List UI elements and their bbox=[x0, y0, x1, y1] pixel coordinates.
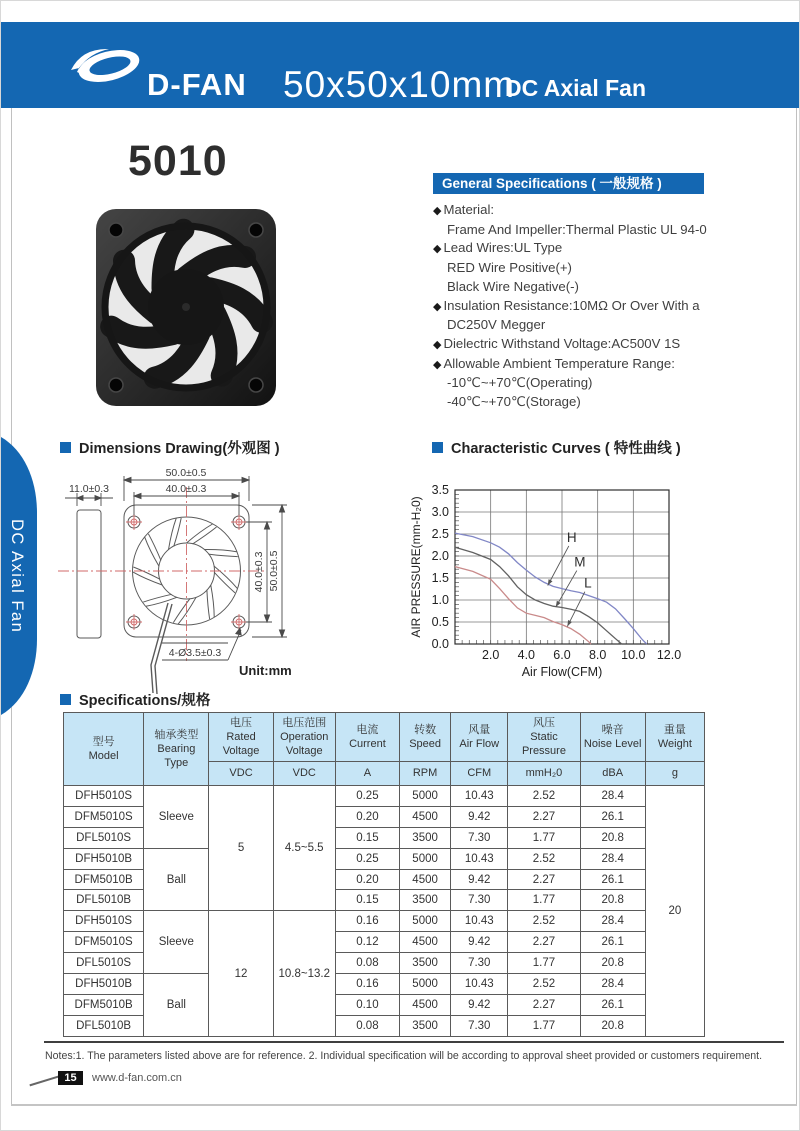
svg-text:6.0: 6.0 bbox=[553, 648, 571, 662]
fan-photo bbox=[94, 203, 278, 413]
svg-text:1.0: 1.0 bbox=[431, 593, 449, 607]
table-cell: 1.77 bbox=[508, 827, 580, 848]
table-cell: 4500 bbox=[400, 994, 451, 1015]
dim-label-thickness: 11.0±0.3 bbox=[68, 483, 110, 495]
table-cell: DFL5010S bbox=[64, 827, 144, 848]
table-cell: 0.20 bbox=[335, 869, 399, 890]
table-column-header: 重量 Weight bbox=[645, 713, 704, 762]
specifications-table bbox=[63, 712, 705, 1037]
table-cell: Ball bbox=[144, 848, 209, 911]
diamond-bullet-icon: ◆ bbox=[433, 243, 442, 256]
table-cell: 9.42 bbox=[451, 806, 508, 827]
table-cell: 5 bbox=[209, 786, 273, 911]
table-cell: 10.43 bbox=[451, 786, 508, 807]
table-column-header: 电流 Current bbox=[335, 713, 399, 762]
table-cell: DFM5010B bbox=[64, 869, 144, 890]
table-cell: 4500 bbox=[400, 806, 451, 827]
table-cell: 2.27 bbox=[508, 932, 580, 953]
table-cell: 9.42 bbox=[451, 994, 508, 1015]
table-cell: DFH5010S bbox=[64, 911, 144, 932]
table-column-header: 风量 Air Flow bbox=[451, 713, 508, 762]
page-frame-bottom bbox=[11, 1104, 797, 1106]
table-cell: 0.15 bbox=[335, 827, 399, 848]
svg-text:8.0: 8.0 bbox=[588, 648, 607, 662]
page-corner-line bbox=[29, 1076, 58, 1086]
side-tab-label: DC Axial Fan bbox=[8, 518, 26, 634]
page-title: 50x50x10mm bbox=[283, 64, 516, 105]
diamond-bullet-icon: ◆ bbox=[433, 205, 442, 217]
table-unit-header: VDC bbox=[273, 762, 335, 786]
table-cell: 20.8 bbox=[580, 827, 645, 848]
table-cell: 2.52 bbox=[508, 786, 580, 807]
table-cell: 12 bbox=[209, 911, 273, 1036]
table-cell: DFH5010B bbox=[64, 974, 144, 995]
website-text: www.d-fan.com.cn bbox=[92, 1072, 182, 1084]
table-cell: 5000 bbox=[400, 911, 451, 932]
table-row bbox=[64, 786, 705, 807]
section-dimensions-label: Dimensions Drawing(外观图 ) bbox=[79, 441, 280, 457]
table-cell: 2.52 bbox=[508, 911, 580, 932]
table-cell: 28.4 bbox=[580, 848, 645, 869]
section-dimensions bbox=[60, 437, 280, 458]
table-cell: 0.16 bbox=[335, 974, 399, 995]
dim-label-hole-pitch-h: 40.0±0.3 bbox=[253, 551, 265, 593]
table-cell: 5000 bbox=[400, 974, 451, 995]
table-column-header: 转数 Speed bbox=[400, 713, 451, 762]
header-band bbox=[1, 22, 800, 108]
spec-item: ◆ Dielectric Withstand Voltage:AC500V 1S bbox=[433, 335, 681, 351]
page-subtitle: DC Axial Fan bbox=[505, 75, 647, 101]
table-row bbox=[64, 974, 705, 995]
dim-label-outer-width: 50.0±0.5 bbox=[165, 467, 207, 479]
dim-label-mounting-holes: 4-Ø3.5±0.3 bbox=[168, 647, 222, 659]
table-cell: Sleeve bbox=[144, 786, 209, 849]
table-cell: DFM5010S bbox=[64, 932, 144, 953]
spec-item: RED Wire Positive(+) bbox=[447, 260, 572, 276]
table-unit-header: dBA bbox=[580, 762, 645, 786]
table-unit-header: RPM bbox=[400, 762, 451, 786]
section-curves-label: Characteristic Curves ( 特性曲线 ) bbox=[451, 441, 681, 457]
spec-item: Black Wire Negative(-) bbox=[447, 278, 579, 294]
svg-text:0.5: 0.5 bbox=[431, 615, 449, 629]
table-cell: 4500 bbox=[400, 932, 451, 953]
table-unit-header: A bbox=[335, 762, 399, 786]
table-cell: 0.08 bbox=[335, 1015, 399, 1036]
table-row bbox=[64, 848, 705, 869]
table-cell: 20 bbox=[645, 786, 704, 1037]
table-column-header: 电压范围 Operation Voltage bbox=[273, 713, 335, 762]
table-cell: 28.4 bbox=[580, 911, 645, 932]
spec-item: ◆ Insulation Resistance:10MΩ Or Over With a bbox=[433, 297, 700, 313]
spec-item: Frame And Impeller:Thermal Plastic UL 94-0 bbox=[447, 221, 707, 237]
table-cell: 26.1 bbox=[580, 994, 645, 1015]
table-cell: 4.5~5.5 bbox=[273, 786, 335, 911]
notes-text: Notes:1. The parameters listed above are for reference. 2. Individual specification will be according to approval sheet provided or customers requirement. bbox=[45, 1050, 763, 1062]
table-cell: 0.20 bbox=[335, 806, 399, 827]
notes-divider bbox=[44, 1041, 784, 1043]
spec-item: ◆ Lead Wires:UL Type bbox=[433, 240, 563, 256]
table-cell: DFL5010S bbox=[64, 953, 144, 974]
table-cell: 3500 bbox=[400, 953, 451, 974]
table-cell: 4500 bbox=[400, 869, 451, 890]
table-cell: DFH5010B bbox=[64, 848, 144, 869]
spec-item: ◆ Allowable Ambient Temperature Range: bbox=[433, 355, 675, 371]
brand-text: D-FAN bbox=[147, 67, 247, 102]
table-cell: 2.27 bbox=[508, 994, 580, 1015]
table-cell: 5000 bbox=[400, 848, 451, 869]
table-unit-header: VDC bbox=[209, 762, 273, 786]
page-number-badge: 15 bbox=[58, 1071, 83, 1085]
table-column-header: 风压 Static Pressure bbox=[508, 713, 580, 762]
table-cell: 1.77 bbox=[508, 890, 580, 911]
table-cell: 20.8 bbox=[580, 953, 645, 974]
table-cell: 20.8 bbox=[580, 1015, 645, 1036]
table-cell: Sleeve bbox=[144, 911, 209, 974]
table-cell: 7.30 bbox=[451, 1015, 508, 1036]
table-cell: 3500 bbox=[400, 827, 451, 848]
svg-text:M: M bbox=[574, 554, 586, 570]
table-cell: 10.43 bbox=[451, 911, 508, 932]
table-unit-header: g bbox=[645, 762, 704, 786]
table-row bbox=[64, 911, 705, 932]
table-cell: 28.4 bbox=[580, 786, 645, 807]
svg-text:0.0: 0.0 bbox=[431, 637, 449, 651]
svg-text:L: L bbox=[584, 575, 592, 591]
table-cell: 2.52 bbox=[508, 974, 580, 995]
table-column-header: 噪音 Noise Level bbox=[580, 713, 645, 762]
table-body bbox=[64, 786, 705, 1037]
table-cell: 2.27 bbox=[508, 869, 580, 890]
table-cell: DFL5010B bbox=[64, 1015, 144, 1036]
table-cell: DFL5010B bbox=[64, 890, 144, 911]
dim-label-outer-height: 50.0±0.5 bbox=[268, 550, 280, 592]
table-cell: 2.52 bbox=[508, 848, 580, 869]
diamond-bullet-icon: ◆ bbox=[433, 300, 442, 313]
table-unit-header: mmH₂0 bbox=[508, 762, 580, 786]
table-cell: DFH5010S bbox=[64, 786, 144, 807]
diamond-bullet-icon: ◆ bbox=[433, 338, 442, 351]
table-cell: 9.42 bbox=[451, 932, 508, 953]
table-cell: Ball bbox=[144, 974, 209, 1037]
svg-text:3.5: 3.5 bbox=[431, 483, 449, 497]
table-cell: 0.15 bbox=[335, 890, 399, 911]
table-cell: 0.08 bbox=[335, 953, 399, 974]
table-cell: 28.4 bbox=[580, 974, 645, 995]
svg-text:2.0: 2.0 bbox=[481, 648, 500, 662]
table-cell: 2.27 bbox=[508, 806, 580, 827]
svg-text:2.5: 2.5 bbox=[431, 527, 449, 541]
table-cell: 10.8~13.2 bbox=[273, 911, 335, 1036]
table-cell: 3500 bbox=[400, 890, 451, 911]
section-specifications-label: Specifications/规格 bbox=[79, 693, 211, 709]
svg-text:H: H bbox=[566, 529, 577, 545]
table-cell: 26.1 bbox=[580, 806, 645, 827]
svg-text:2.0: 2.0 bbox=[431, 549, 449, 563]
characteristic-curves-chart bbox=[406, 465, 706, 697]
model-number: 5010 bbox=[128, 137, 228, 185]
svg-text:12.0: 12.0 bbox=[656, 648, 682, 662]
dim-label-hole-pitch-w: 40.0±0.3 bbox=[165, 483, 207, 495]
diamond-bullet-icon: ◆ bbox=[433, 358, 442, 371]
table-cell: 7.30 bbox=[451, 953, 508, 974]
svg-text:1.5: 1.5 bbox=[431, 571, 449, 585]
table-column-header: 电压 Rated Voltage bbox=[209, 713, 273, 762]
general-specs-title: General Specifications ( 一般规格 ) bbox=[433, 173, 704, 194]
svg-text:Air Flow(CFM): Air Flow(CFM) bbox=[521, 665, 603, 679]
spec-item: -10℃~+70℃(Operating) bbox=[447, 375, 593, 391]
table-cell: 7.30 bbox=[451, 827, 508, 848]
table-cell: 0.25 bbox=[335, 786, 399, 807]
table-cell: 20.8 bbox=[580, 890, 645, 911]
table-cell: 7.30 bbox=[451, 890, 508, 911]
section-bullet-icon bbox=[60, 442, 71, 453]
svg-text:AIR PRESSURE(mm-H₂0): AIR PRESSURE(mm-H₂0) bbox=[409, 496, 423, 638]
table-cell: 26.1 bbox=[580, 932, 645, 953]
section-curves bbox=[432, 437, 681, 458]
table-cell: 9.42 bbox=[451, 869, 508, 890]
table-cell: 1.77 bbox=[508, 953, 580, 974]
table-cell: 10.43 bbox=[451, 848, 508, 869]
table-column-header: 轴承类型 Bearing Type bbox=[144, 713, 209, 786]
table-cell: 0.25 bbox=[335, 848, 399, 869]
table-cell: 10.43 bbox=[451, 974, 508, 995]
table-cell: 26.1 bbox=[580, 869, 645, 890]
table-cell: 0.10 bbox=[335, 994, 399, 1015]
table-header bbox=[64, 713, 705, 786]
table-cell: DFM5010B bbox=[64, 994, 144, 1015]
dim-unit-label: Unit:mm bbox=[239, 663, 292, 678]
svg-text:4.0: 4.0 bbox=[517, 648, 536, 662]
table-cell: 1.77 bbox=[508, 1015, 580, 1036]
svg-text:10.0: 10.0 bbox=[621, 648, 646, 662]
table-cell: 0.16 bbox=[335, 911, 399, 932]
general-specs-list bbox=[433, 201, 753, 412]
table-unit-header: CFM bbox=[451, 762, 508, 786]
spec-item: ◆ Material: bbox=[433, 202, 495, 217]
dfan-logo-icon bbox=[69, 41, 145, 89]
table-cell: 0.12 bbox=[335, 932, 399, 953]
dimensions-drawing bbox=[56, 465, 406, 697]
table-column-header: 型号 Model bbox=[64, 713, 144, 786]
page-frame-right bbox=[796, 108, 797, 1105]
table-cell: 3500 bbox=[400, 1015, 451, 1036]
table-cell: 5000 bbox=[400, 786, 451, 807]
section-bullet-icon bbox=[432, 442, 443, 453]
spec-item: -40℃~+70℃(Storage) bbox=[447, 394, 581, 410]
svg-text:3.0: 3.0 bbox=[431, 505, 449, 519]
table-cell: DFM5010S bbox=[64, 806, 144, 827]
spec-item: DC250V Megger bbox=[447, 317, 546, 333]
